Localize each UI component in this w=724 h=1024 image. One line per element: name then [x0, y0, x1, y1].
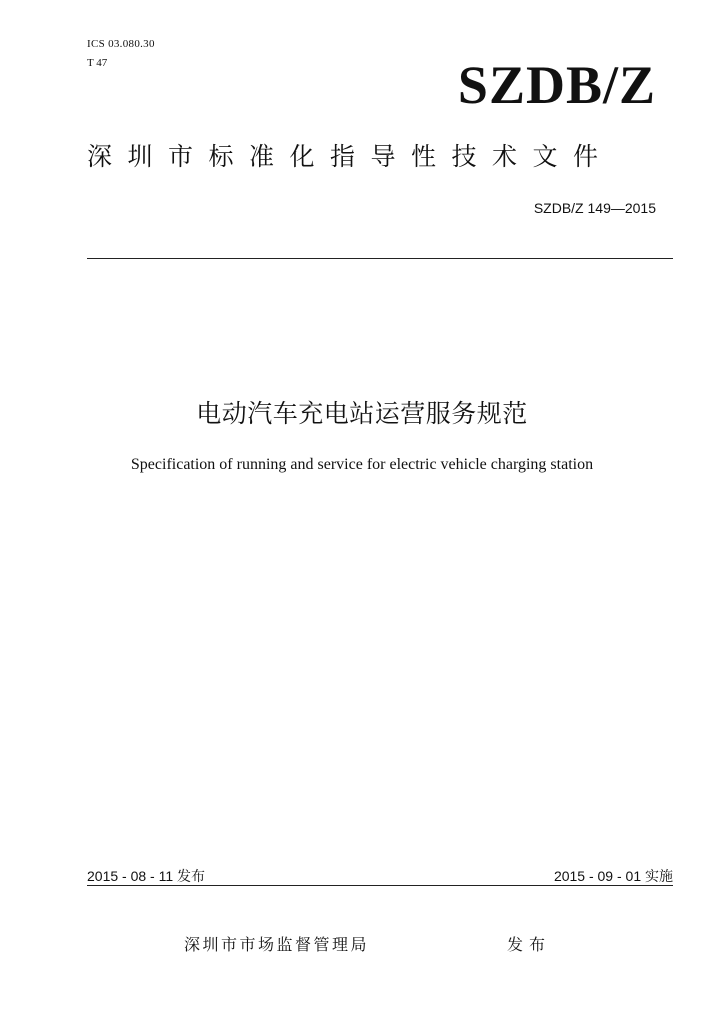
- bottom-divider: [87, 885, 673, 886]
- issue-label: 发布: [507, 935, 552, 954]
- issuing-authority: 深圳市市场监督管理局: [184, 935, 370, 954]
- top-divider: [87, 258, 673, 259]
- standard-logo: SZDB/Z: [457, 55, 656, 115]
- classification-code: T 47: [87, 57, 108, 69]
- ics-code: ICS 03.080.30: [87, 38, 155, 50]
- implementation-date: 2015 - 09 - 01 实施: [553, 868, 673, 884]
- document-type: 深圳市标准化指导性技术文件: [87, 142, 614, 171]
- title-english: Specification of running and service for electric vehicle charging station: [130, 456, 594, 473]
- issue-date: 2015 - 08 - 11 发布: [87, 868, 206, 884]
- title-chinese: 电动汽车充电站运营服务规范: [196, 399, 528, 428]
- standard-number: SZDB/Z 149—2015: [533, 200, 656, 216]
